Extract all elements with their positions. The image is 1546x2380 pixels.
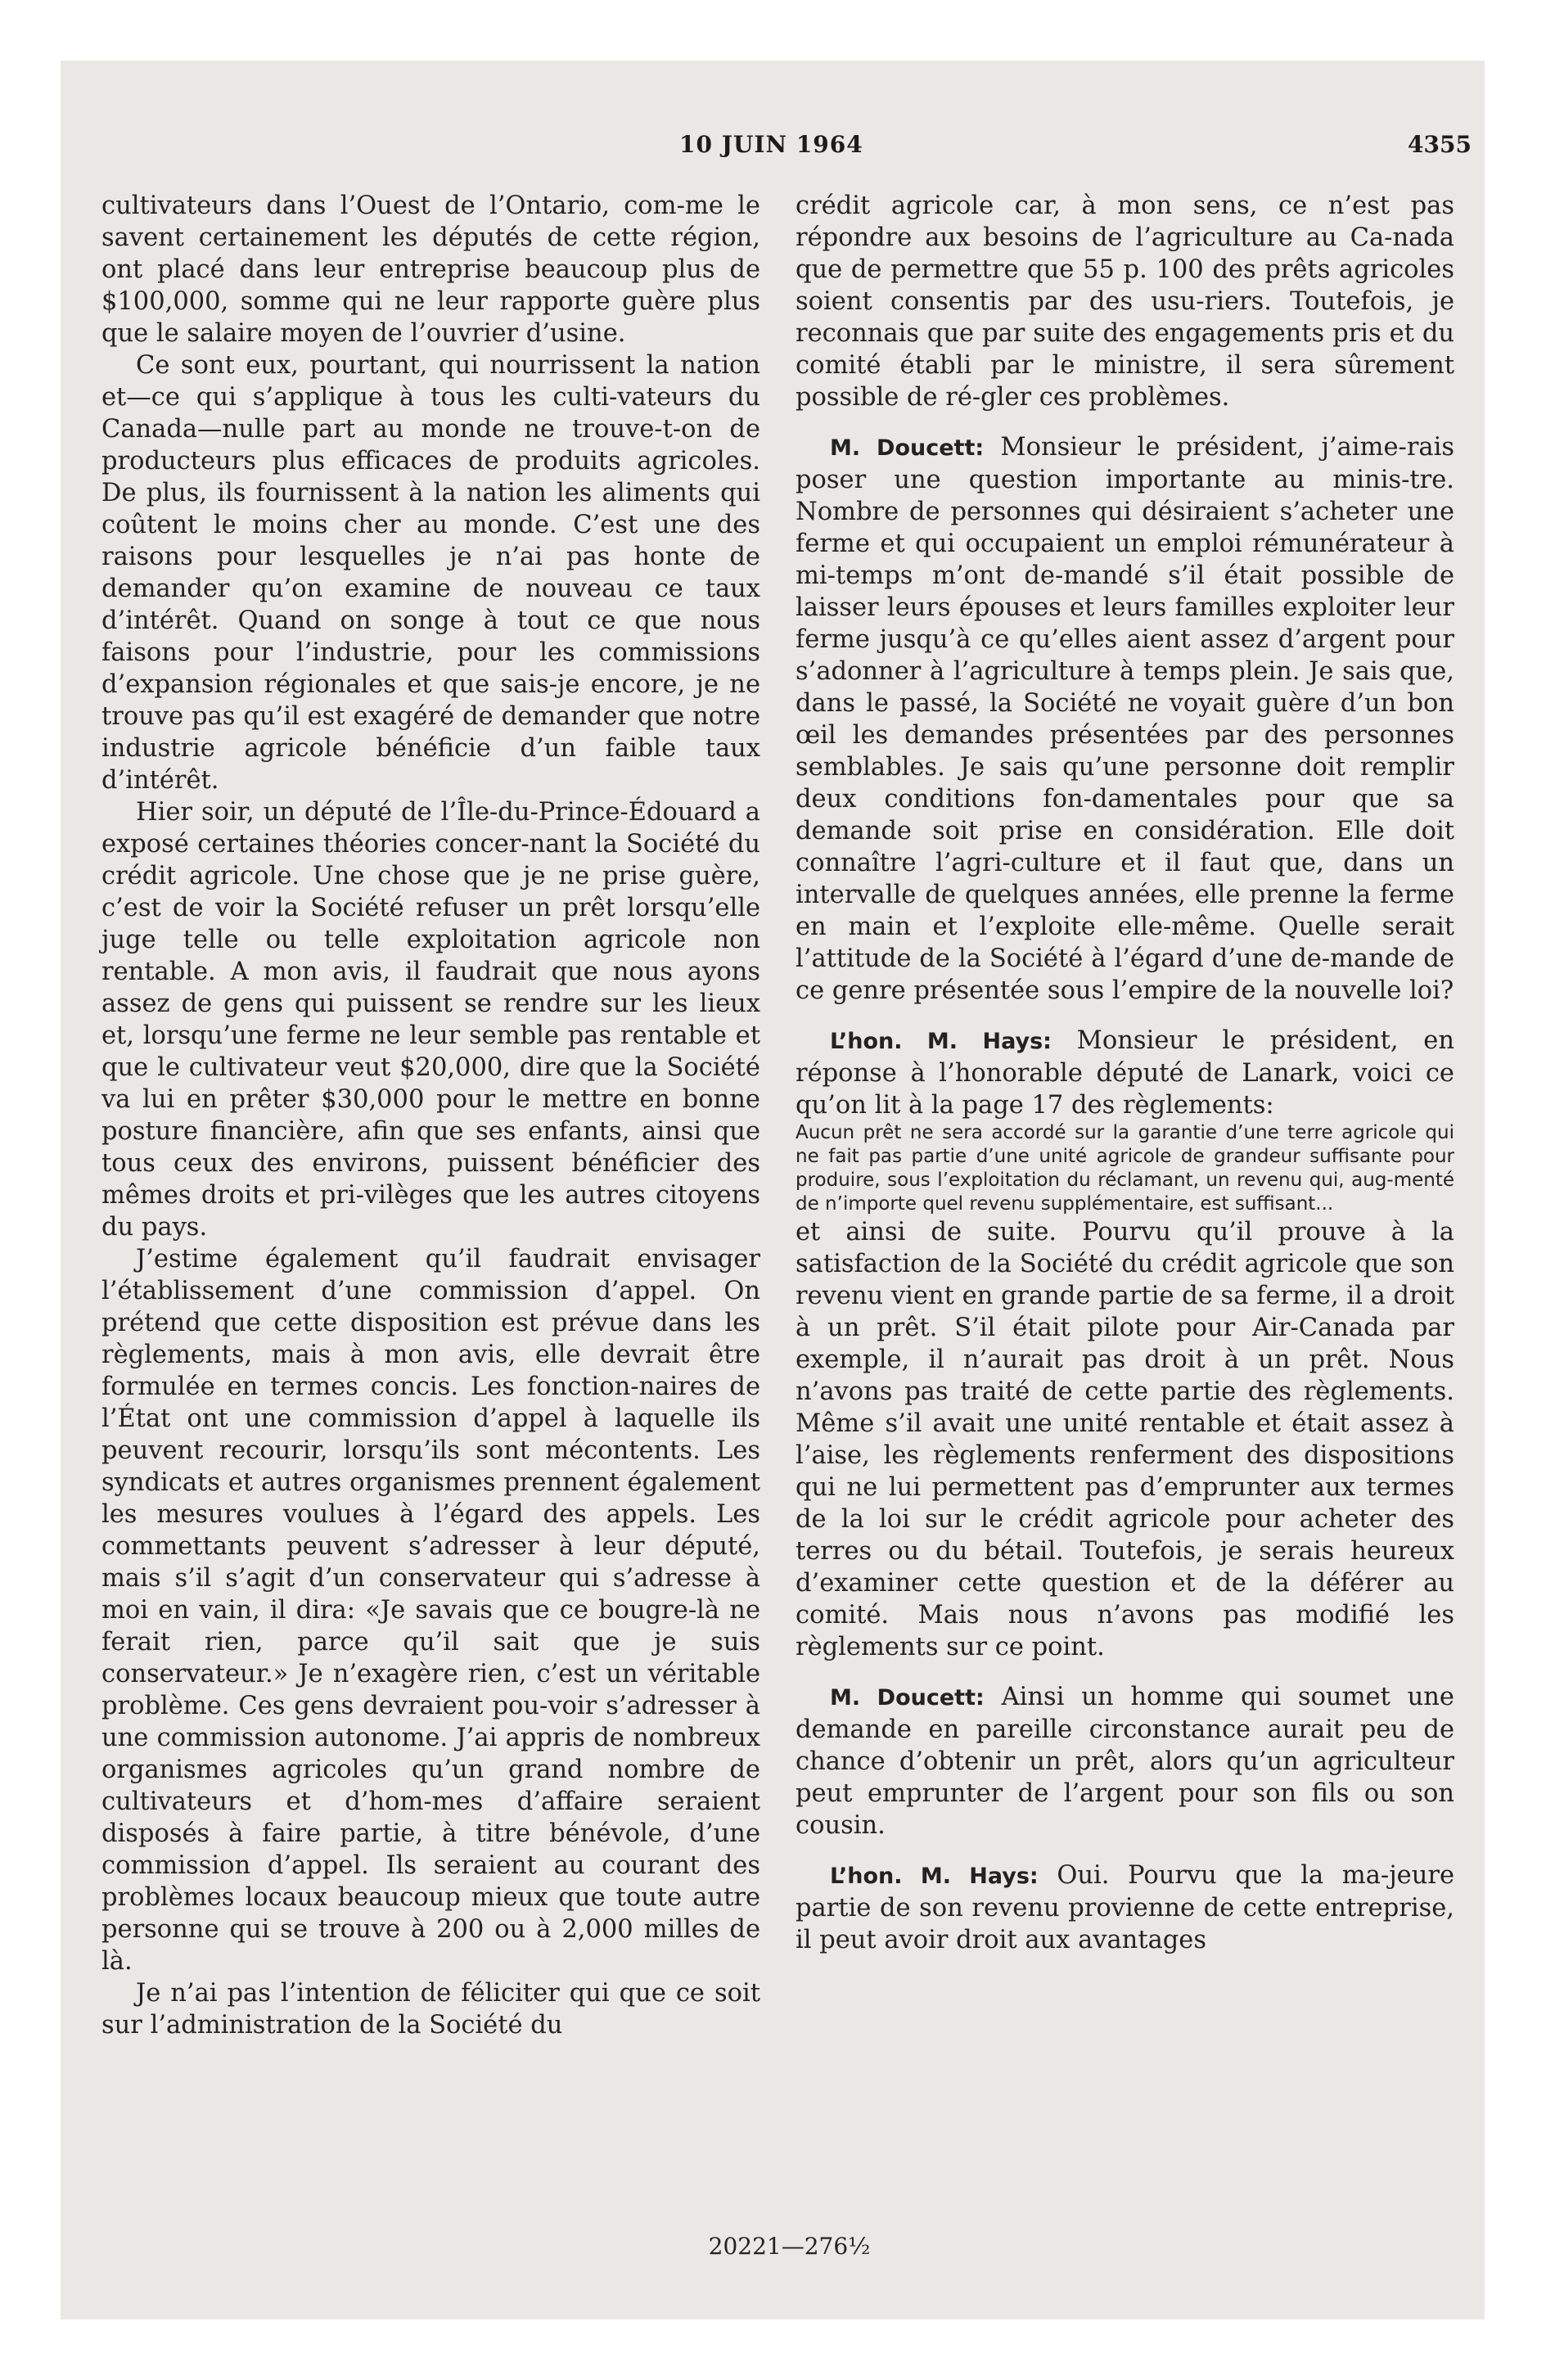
- speech-text: Oui. Pourvu que la ma-jeure partie de son revenu provienne de cette entreprise, il peut avoir droit aux avantages: [796, 1861, 1454, 1954]
- right-column: [796, 190, 1454, 1956]
- left-paragraph-2: Ce sont eux, pourtant, qui nourrissent la nation et—ce qui s’applique à tous les culti-vateurs du Canada—nulle part au monde ne trouve-t-on de producteurs plus efficaces de produits agricoles. De plus, ils fournissent à la nation les aliments qui coûtent le moins cher au monde. C’est une des raisons pour lesquelles je n’ai pas honte de demander qu’on examine de nouveau ce taux d’intérêt. Quand on songe à tout ce que nous faisons pour l’industrie, pour les commissions d’expansion régionales et que sais-je encore, je ne trouve pas qu’il est exagéré de demander que notre industrie agricole bénéficie d’un faible taux d’intérêt.: [101, 351, 760, 795]
- page-header: [0, 131, 1546, 164]
- left-paragraph-3: Hier soir, un député de l’Île-du-Prince-Édouard a exposé certaines théories concer-nant la Société du crédit agricole. Une chose que je ne prise guère, c’est de voir la Société refuser un prêt lorsqu’elle juge telle ou telle exploitation agricole non rentable. A mon avis, il faudrait que nous ayons assez de gens qui puissent se rendre sur les lieux et, lorsqu’une ferme ne leur semble pas rentable et que le cultivateur veut $20,000, dire que la Société va lui en prêter $30,000 pour le mettre en bonne posture financière, afin que ses enfants, ainsi que tous ceux des environs, puissent bénéficier des mêmes droits et pri-vilèges que les autres citoyens du pays.: [101, 798, 760, 1242]
- page-number: 4355: [1408, 131, 1472, 158]
- right-paragraph-1: crédit agricole car, à mon sens, ce n’est pas répondre aux besoins de l’agriculture au Ca-nada que de permettre que 55 p. 100 des prêts agricoles soient consentis par des usu-riers. Toutefois, je reconnais que par suite des engagements pris et du comité établi par le ministre, il sera sûrement possible de ré-gler ces problèmes.: [796, 192, 1454, 412]
- speaker-label: L’hon. M. Hays:: [830, 1029, 1052, 1054]
- speech-hays-1: [796, 1025, 1454, 1121]
- speech-text: Monsieur le président, j’aime-rais poser une question importante au minis-tre. Nombre de personnes qui désiraient s’acheter une ferme et qui occupaient un emploi rémunérateur à mi-temps m’ont de-mandé s’il était possible de laisser leurs épouses et leurs familles exploiter leur ferme jusqu’à ce qu’elles aient assez d’argent pour s’adonner à l’agriculture à temps plein. Je sais que, dans le passé, la Société ne voyait guère d’un bon œil les demandes présentées par des personnes semblables. Je sais qu’une personne doit remplir deux conditions fon-damentales pour que sa demande soit prise en considération. Elle doit connaître l’agri-culture et il faut que, dans un intervalle de quelques années, elle prenne la ferme en main et l’exploite elle-même. Quelle serait l’attitude de la Société à l’égard d’une de-mande de ce genre présentée sous l’empire de la nouvelle loi?: [796, 433, 1454, 1005]
- speaker-label: M. Doucett:: [830, 435, 985, 461]
- left-paragraph-4: J’estime également qu’il faudrait envisager l’établissement d’une commission d’appel. On prétend que cette disposition est prévue dans les règlements, mais à mon avis, elle devrait être formulée en termes concis. Les fonction-naires de l’État ont une commission d’appel à laquelle ils peuvent recourir, lorsqu’ils sont mécontents. Les syndicats et autres organismes prennent également les mesures voulues à l’égard des appels. Les commettants peuvent s’adresser à leur député, mais s’il s’agit d’un conservateur qui s’adresse à moi en vain, il dira: «Je savais que ce bougre-là ne ferait rien, parce qu’il sait que je suis conservateur.» Je n’exagère rien, c’est un véritable problème. Ces gens devraient pou-voir s’adresser à une commission autonome. J’ai appris de nombreux organismes agricoles qu’un grand nombre de cultivateurs et d’hom-mes d’affaire seraient disposés à faire partie, à titre bénévole, d’une commission d’appel. Ils seraient au courant des problèmes locaux beaucoup mieux que toute autre personne qui se trouve à 200 ou à 2,000 milles de là.: [101, 1245, 760, 1976]
- speech-text: Monsieur le président, en réponse à l’honorable député de Lanark, voici ce qu’on lit à la page 17 des règlements:: [796, 1026, 1454, 1120]
- left-paragraph-1: cultivateurs dans l’Ouest de l’Ontario, com-me le savent certainement les députés de cette région, ont placé dans leur entreprise beaucoup plus de $100,000, somme qui ne leur rapporte guère plus que le salaire moyen de l’ouvrier d’usine.: [101, 192, 760, 348]
- regulation-quote: Aucun prêt ne sera accordé sur la garantie d’une terre agricole qui ne fait pas partie d’une unité agricole de grandeur suffisante pour produire, sous l’exploitation du réclamant, un revenu qui, aug-menté de n’importe quel revenu supplémentaire, est suffisant...: [796, 1122, 1454, 1215]
- speech-doucett-1: [796, 431, 1454, 1007]
- speaker-label: L’hon. M. Hays:: [830, 1864, 1039, 1889]
- speech-doucett-2: [796, 1681, 1454, 1841]
- header-date: 10 JUIN 1964: [679, 131, 863, 158]
- footer-signature: 20221—276½: [708, 2233, 871, 2260]
- speaker-label: M. Doucett:: [830, 1685, 985, 1711]
- speech-hays-2: [796, 1859, 1454, 1956]
- right-paragraph-4: et ainsi de suite. Pourvu qu’il prouve à la satisfaction de la Société du crédit agricole que son revenu vient en grande partie de sa ferme, il a droit à un prêt. S’il était pilote pour Air-Canada par exemple, il n’aurait pas droit à un prêt. Nous n’avons pas traité de cette partie des règlements. Même s’il avait une unité rentable et était assez à l’aise, les règlements renferment des dispositions qui ne lui permettent pas d’emprunter aux termes de la loi sur le crédit agricole pour acheter des terres ou du bétail. Toutefois, je serais heureux d’examiner cette question et de la déférer au comité. Mais nous n’avons pas modifié les règlements sur ce point.: [796, 1218, 1454, 1661]
- speech-text: Ainsi un homme qui soumet une demande en pareille circonstance aurait peu de chance d’obtenir un prêt, alors qu’un agriculteur peut emprunter de l’argent pour son fils ou son cousin.: [796, 1683, 1454, 1840]
- left-column: [101, 190, 760, 2041]
- left-paragraph-5: Je n’ai pas l’intention de féliciter qui que ce soit sur l’administration de la Société du: [101, 1979, 760, 2040]
